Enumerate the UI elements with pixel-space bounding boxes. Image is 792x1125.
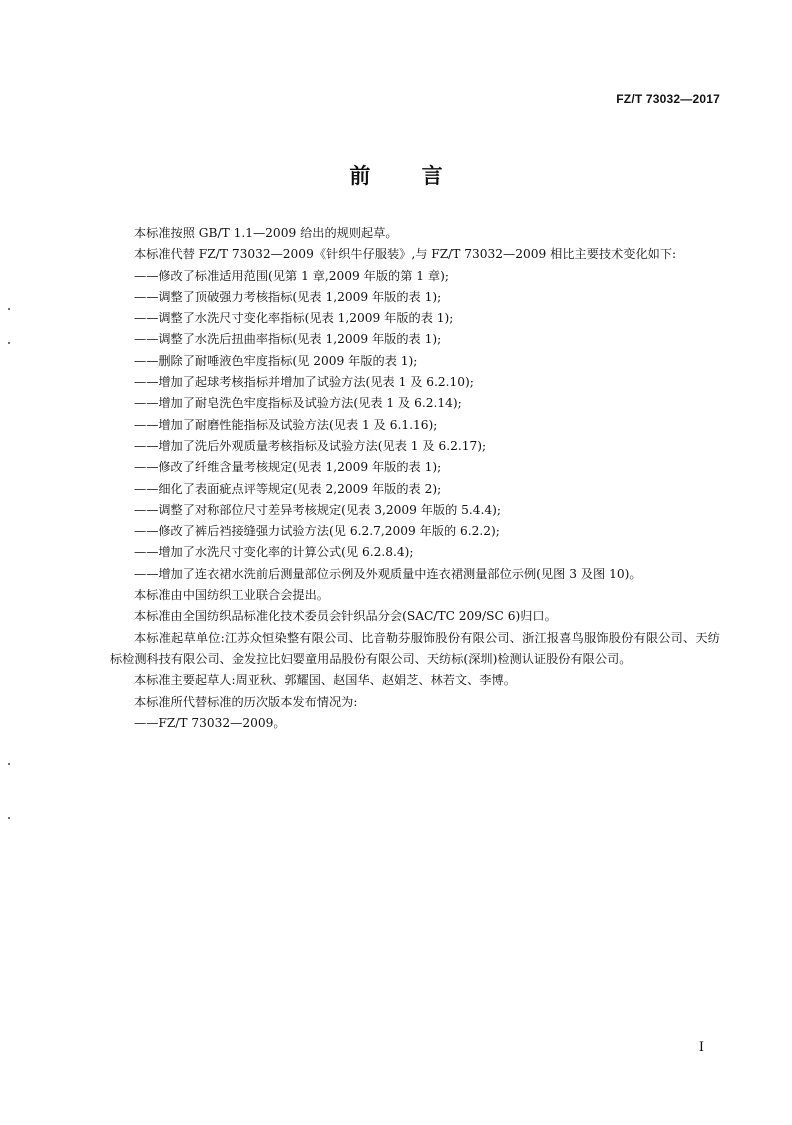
paragraph-drafting-units: 本标准起草单位:江苏众恒染整有限公司、比音勒芬服饰股份有限公司、浙江报喜鸟服饰股份有限公司、天纺标检测科技有限公司、金发拉比妇婴童用品股份有限公司、天纺标(深圳)检测认证股份有限公司。 [110, 630, 720, 666]
paragraph-proposer: 本标准由中国纺织工业联合会提出。 [134, 588, 329, 603]
list-item: ——修改了标准适用范围(见第 1 章,2009 年版的第 1 章); [134, 268, 449, 283]
list-item: ——增加了起球考核指标并增加了试验方法(见表 1 及 6.2.10); [134, 375, 474, 390]
list-item: ——增加了耐皂洗色牢度指标及试验方法(见表 1 及 6.2.14); [134, 396, 462, 411]
list-item: ——修改了裤后裆接缝强力试验方法(见 6.2.7,2009 年版的 6.2.2); [134, 524, 500, 539]
change-list [110, 266, 720, 585]
list-item: ——调整了对称部位尺寸差异考核规定(见表 3,2009 年版的 5.4.4); [134, 502, 502, 517]
scan-speck [8, 308, 10, 310]
history-item: ——FZ/T 73032—2009。 [134, 715, 286, 730]
list-item: ——增加了耐磨性能指标及试验方法(见表 1 及 6.1.16); [134, 417, 438, 432]
scan-speck [8, 763, 10, 765]
list-item: ——细化了表面疵点评等规定(见表 2,2009 年版的表 2); [134, 481, 442, 496]
paragraph-drafting-rules: 本标准按照 GB/T 1.1—2009 给出的规则起草。 [134, 226, 398, 240]
page-title: 前 言 [349, 164, 465, 188]
list-item: ——调整了顶破强力考核指标(见表 1,2009 年版的表 1); [134, 289, 442, 304]
list-item: ——删除了耐唾液色牢度指标(见 2009 年版的表 1); [134, 353, 418, 368]
list-item: ——增加了洗后外观质量考核指标及试验方法(见表 1 及 6.2.17); [134, 438, 487, 453]
paragraph-administrator: 本标准由全国纺织品标准化技术委员会针织品分会(SAC/TC 209/SC 6)归口。 [134, 609, 557, 624]
paragraph-replacement: 本标准代替 FZ/T 73032—2009《针织牛仔服装》,与 FZ/T 73032—2009 相比主要技术变化如下: [134, 247, 677, 262]
list-item: ——调整了水洗尺寸变化率指标(见表 1,2009 年版的表 1); [134, 311, 454, 326]
list-item: ——调整了水洗后扭曲率指标(见表 1,2009 年版的表 1); [134, 332, 442, 347]
scan-speck [8, 817, 10, 819]
page-number: I [698, 1040, 704, 1055]
paragraph-drafters: 本标准主要起草人:周亚秋、郭耀国、赵国华、赵娟芝、林若文、李博。 [134, 673, 516, 688]
standard-code: FZ/T 73032—2017 [616, 92, 720, 106]
list-item: ——增加了水洗尺寸变化率的计算公式(见 6.2.8.4); [134, 545, 414, 560]
foreword-body [110, 223, 720, 734]
list-item: ——增加了连衣裙水洗前后测量部位示例及外观质量中连衣裙测量部位示例(见图 3 及图 10)。 [134, 566, 642, 581]
scan-speck [8, 342, 10, 344]
paragraph-history-intro: 本标准所代替标准的历次版本发布情况为: [134, 694, 358, 709]
list-item: ——修改了纤维含量考核规定(见表 1,2009 年版的表 1); [134, 460, 442, 475]
